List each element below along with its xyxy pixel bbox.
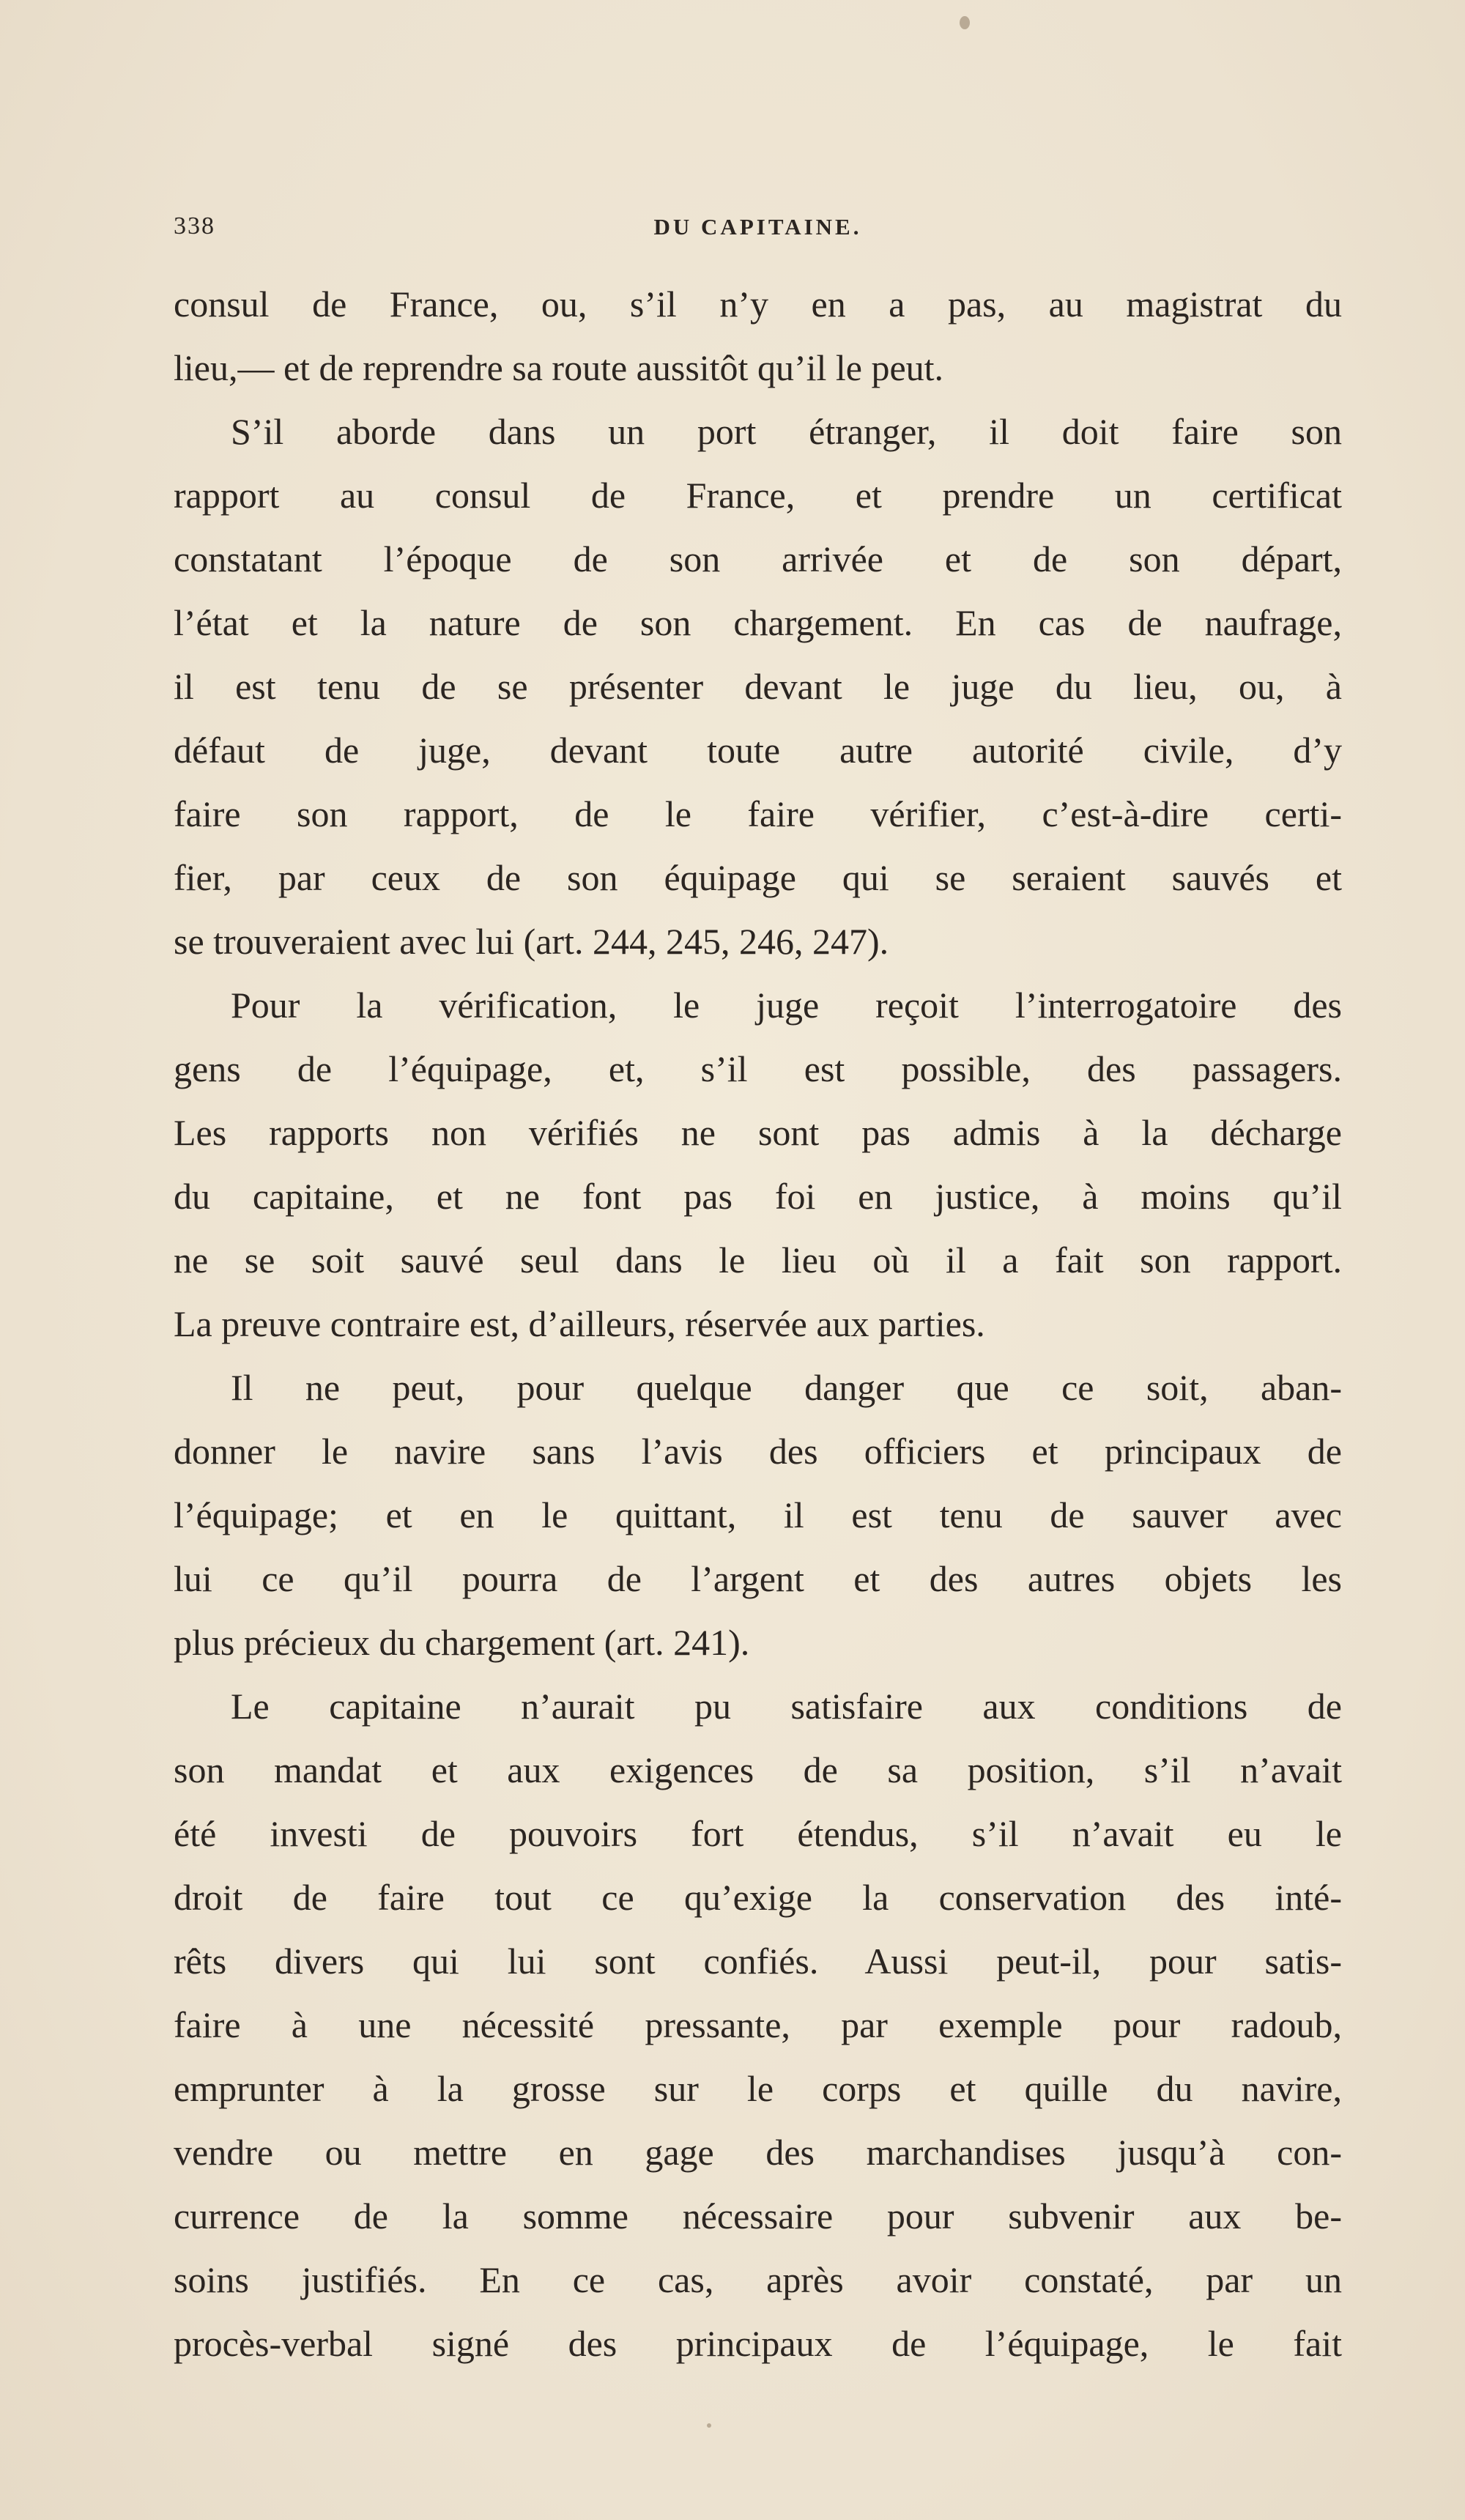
- text-line: lui ce qu’il pourra de l’argent et des autres objets les: [174, 1558, 1342, 1599]
- text-line: La preuve contraire est, d’ailleurs, réservée aux parties.: [174, 1303, 985, 1344]
- text-line: se trouveraient avec lui (art. 244, 245, 246, 247).: [174, 921, 889, 962]
- text-line: faire à une nécessité pressante, par exemple pour radoub,: [174, 2004, 1342, 2045]
- text-line: vendre ou mettre en gage des marchandises jusqu’à con-: [174, 2132, 1342, 2173]
- text-line: emprunter à la grosse sur le corps et quille du navire,: [174, 2068, 1342, 2109]
- text-line: Il ne peut, pour quelque danger que ce soit, aban-: [231, 1367, 1342, 1408]
- text-line: S’il aborde dans un port étranger, il doit faire son: [231, 411, 1342, 452]
- text-line: rêts divers qui lui sont confiés. Aussi peut-il, pour satis-: [174, 1941, 1342, 1982]
- text-line: procès-verbal signé des principaux de l’équipage, le fait: [174, 2323, 1342, 2364]
- text-line: l’état et la nature de son chargement. En cas de naufrage,: [174, 602, 1342, 643]
- text-line: fier, par ceux de son équipage qui se seraient sauvés et: [174, 857, 1342, 898]
- text-line: faire son rapport, de le faire vérifier, c’est-à-dire certi-: [174, 793, 1342, 834]
- text-line: lieu,— et de reprendre sa route aussitôt qu’il le peut.: [174, 347, 944, 388]
- text-line: Les rapports non vérifiés ne sont pas admis à la décharge: [174, 1112, 1342, 1153]
- text-line: consul de France, ou, s’il n’y en a pas, au magistrat du: [174, 284, 1342, 325]
- text-line: du capitaine, et ne font pas foi en justice, à moins qu’il: [174, 1176, 1342, 1217]
- page-header: [174, 207, 1342, 251]
- running-head: DU CAPITAINE.: [653, 214, 862, 240]
- text-line: été investi de pouvoirs fort étendus, s’il n’avait eu le: [174, 1813, 1342, 1854]
- text-line: currence de la somme nécessaire pour subvenir aux be-: [174, 2195, 1342, 2236]
- text-line: constatant l’époque de son arrivée et de son départ,: [174, 538, 1342, 579]
- text-line: gens de l’équipage, et, s’il est possible, des passagers.: [174, 1048, 1342, 1089]
- text-line: ne se soit sauvé seul dans le lieu où il a fait son rapport.: [174, 1239, 1342, 1281]
- paper-speck-top: [960, 16, 970, 29]
- text-line: plus précieux du chargement (art. 241).: [174, 1622, 750, 1663]
- text-line: droit de faire tout ce qu’exige la conservation des inté-: [174, 1877, 1342, 1918]
- page-number: 338: [174, 212, 215, 240]
- text-line: rapport au consul de France, et prendre un certificat: [174, 475, 1342, 516]
- text-line: l’équipage; et en le quittant, il est tenu de sauver avec: [174, 1494, 1342, 1535]
- paper-speck-bottom: [707, 2423, 711, 2428]
- text-line: son mandat et aux exigences de sa position, s’il n’avait: [174, 1749, 1342, 1790]
- text-line: Le capitaine n’aurait pu satisfaire aux conditions de: [231, 1686, 1342, 1727]
- text-line: il est tenu de se présenter devant le juge du lieu, ou, à: [174, 666, 1342, 707]
- text-line: soins justifiés. En ce cas, après avoir constaté, par un: [174, 2259, 1342, 2300]
- body-text: [174, 273, 1342, 2376]
- text-line: donner le navire sans l’avis des officiers et principaux de: [174, 1431, 1342, 1472]
- text-line: défaut de juge, devant toute autre autorité civile, d’y: [174, 730, 1342, 771]
- text-line: Pour la vérification, le juge reçoit l’interrogatoire des: [231, 985, 1342, 1026]
